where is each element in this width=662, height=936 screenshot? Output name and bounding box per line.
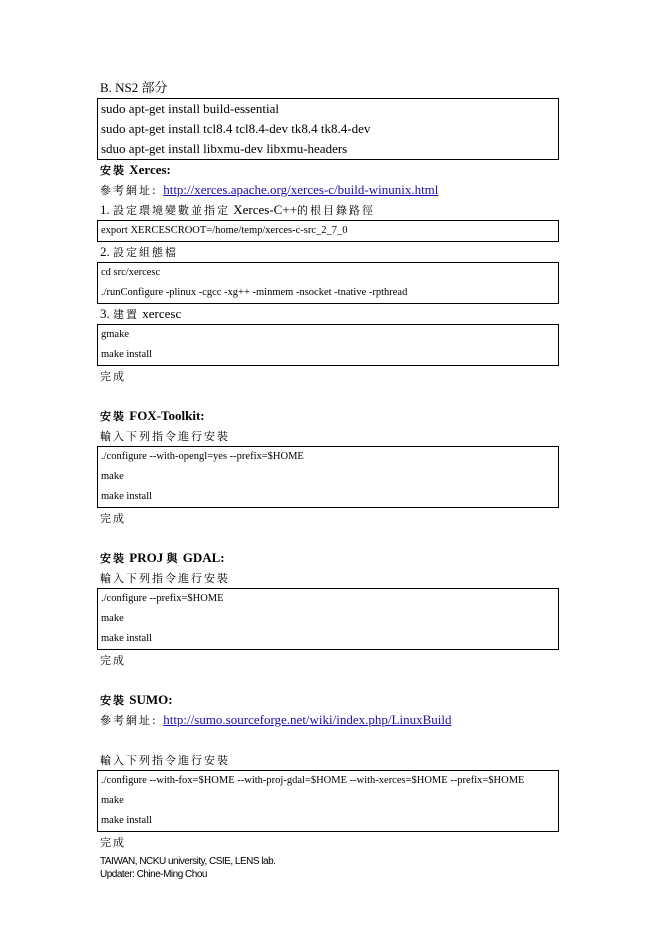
proj-heading-cjk: 安裝 bbox=[100, 552, 126, 565]
proj-heading-title-a: PROJ bbox=[129, 550, 164, 565]
xerces-step1-box bbox=[97, 220, 559, 242]
xerces-step1-mid: Xerces-C++ bbox=[233, 202, 297, 217]
sumo-reference-label: 參考網址: bbox=[100, 714, 164, 727]
fox-intro-text: 輸入下列指令進行安裝 bbox=[100, 430, 230, 443]
page-footer bbox=[100, 855, 275, 881]
fox-done-text: 完成 bbox=[100, 512, 126, 525]
proj-intro-text: 輸入下列指令進行安裝 bbox=[100, 572, 230, 585]
sumo-heading bbox=[97, 690, 559, 710]
spacer bbox=[97, 386, 559, 406]
xerces-step1-num: 1. bbox=[100, 202, 110, 217]
footer-updater: Updater: Chine-Ming Chou bbox=[100, 869, 207, 880]
proj-command-box bbox=[97, 588, 559, 650]
proj-heading-title-b: GDAL: bbox=[182, 550, 225, 565]
xerces-step3-command-1: gmake bbox=[101, 329, 129, 340]
fox-done bbox=[97, 508, 559, 528]
proj-done bbox=[97, 650, 559, 670]
xerces-heading bbox=[97, 160, 559, 180]
xerces-step3 bbox=[97, 304, 559, 324]
xerces-done-text: 完成 bbox=[100, 370, 126, 383]
spacer bbox=[97, 670, 559, 690]
fox-intro bbox=[97, 426, 559, 446]
xerces-step2-box bbox=[97, 262, 559, 304]
proj-done-text: 完成 bbox=[100, 654, 126, 667]
ns2-command-2: sudo apt-get install tcl8.4 tcl8.4-dev tk8.4 tk8.4-dev bbox=[101, 121, 371, 136]
spacer bbox=[97, 730, 559, 750]
sumo-reference bbox=[97, 710, 559, 730]
proj-command-3: make install bbox=[101, 633, 153, 644]
xerces-step1-cjk: 設定環境變數並指定 bbox=[113, 204, 230, 217]
fox-heading-cjk: 安裝 bbox=[100, 410, 126, 423]
fox-command-box bbox=[97, 446, 559, 508]
xerces-step1-tail: 的根目錄路徑 bbox=[297, 204, 375, 217]
xerces-step1 bbox=[97, 200, 559, 220]
fox-command-3: make install bbox=[101, 491, 153, 502]
fox-heading bbox=[97, 406, 559, 426]
document-page bbox=[97, 78, 559, 852]
xerces-step1-command: export XERCESCROOT=/home/temp/xerces-c-src_2_7_0 bbox=[101, 225, 348, 236]
spacer bbox=[97, 528, 559, 548]
sumo-reference-link[interactable]: http://sumo.sourceforge.net/wiki/index.php/LinuxBuild bbox=[163, 712, 452, 727]
sumo-command-1: ./configure --with-fox=$HOME --with-proj-gdal=$HOME --with-xerces=$HOME --prefix=$HOME bbox=[101, 775, 525, 786]
sumo-command-3: make install bbox=[101, 815, 153, 826]
xerces-step3-cjk: 建置 bbox=[113, 308, 139, 321]
ns2-heading-text: B. NS2 部分 bbox=[100, 80, 168, 95]
xerces-reference bbox=[97, 180, 559, 200]
xerces-step3-command-2: make install bbox=[101, 349, 153, 360]
xerces-step3-num: 3. bbox=[100, 306, 110, 321]
proj-command-1: ./configure --prefix=$HOME bbox=[101, 593, 224, 604]
xerces-step2 bbox=[97, 242, 559, 262]
ns2-command-box bbox=[97, 98, 559, 160]
ns2-command-3: sduo apt-get install libxmu-dev libxmu-headers bbox=[101, 141, 348, 156]
sumo-command-box bbox=[97, 770, 559, 832]
xerces-step2-num: 2. bbox=[100, 244, 110, 259]
ns2-command-1: sudo apt-get install build-essential bbox=[101, 101, 279, 116]
fox-heading-title: FOX-Toolkit: bbox=[129, 408, 205, 423]
xerces-heading-title: Xerces: bbox=[129, 162, 171, 177]
proj-heading-and: 與 bbox=[166, 552, 180, 565]
sumo-done bbox=[97, 832, 559, 852]
xerces-reference-link[interactable]: http://xerces.apache.org/xerces-c/build-winunix.html bbox=[163, 182, 439, 197]
sumo-intro-text: 輸入下列指令進行安裝 bbox=[100, 754, 230, 767]
proj-intro bbox=[97, 568, 559, 588]
xerces-step2-cjk: 設定組態檔 bbox=[113, 246, 178, 259]
xerces-step3-tail: xercesc bbox=[142, 306, 182, 321]
sumo-command-2: make bbox=[101, 795, 124, 806]
proj-command-2: make bbox=[101, 613, 124, 624]
xerces-done bbox=[97, 366, 559, 386]
proj-heading bbox=[97, 548, 559, 568]
sumo-heading-cjk: 安裝 bbox=[100, 694, 126, 707]
sumo-heading-title: SUMO: bbox=[129, 692, 173, 707]
xerces-reference-label: 參考網址: bbox=[100, 184, 164, 197]
xerces-heading-cjk: 安裝 bbox=[100, 164, 126, 177]
ns2-heading bbox=[97, 78, 559, 98]
fox-command-2: make bbox=[101, 471, 124, 482]
xerces-step3-box bbox=[97, 324, 559, 366]
sumo-done-text: 完成 bbox=[100, 836, 126, 849]
xerces-step2-command-2: ./runConfigure -plinux -cgcc -xg++ -minmem -nsocket -tnative -rpthread bbox=[101, 287, 408, 298]
sumo-intro bbox=[97, 750, 559, 770]
fox-command-1: ./configure --with-opengl=yes --prefix=$HOME bbox=[101, 451, 304, 462]
footer-lab: TAIWAN, NCKU university, CSIE, LENS lab. bbox=[100, 856, 276, 867]
xerces-step2-command-1: cd src/xercesc bbox=[101, 267, 161, 278]
